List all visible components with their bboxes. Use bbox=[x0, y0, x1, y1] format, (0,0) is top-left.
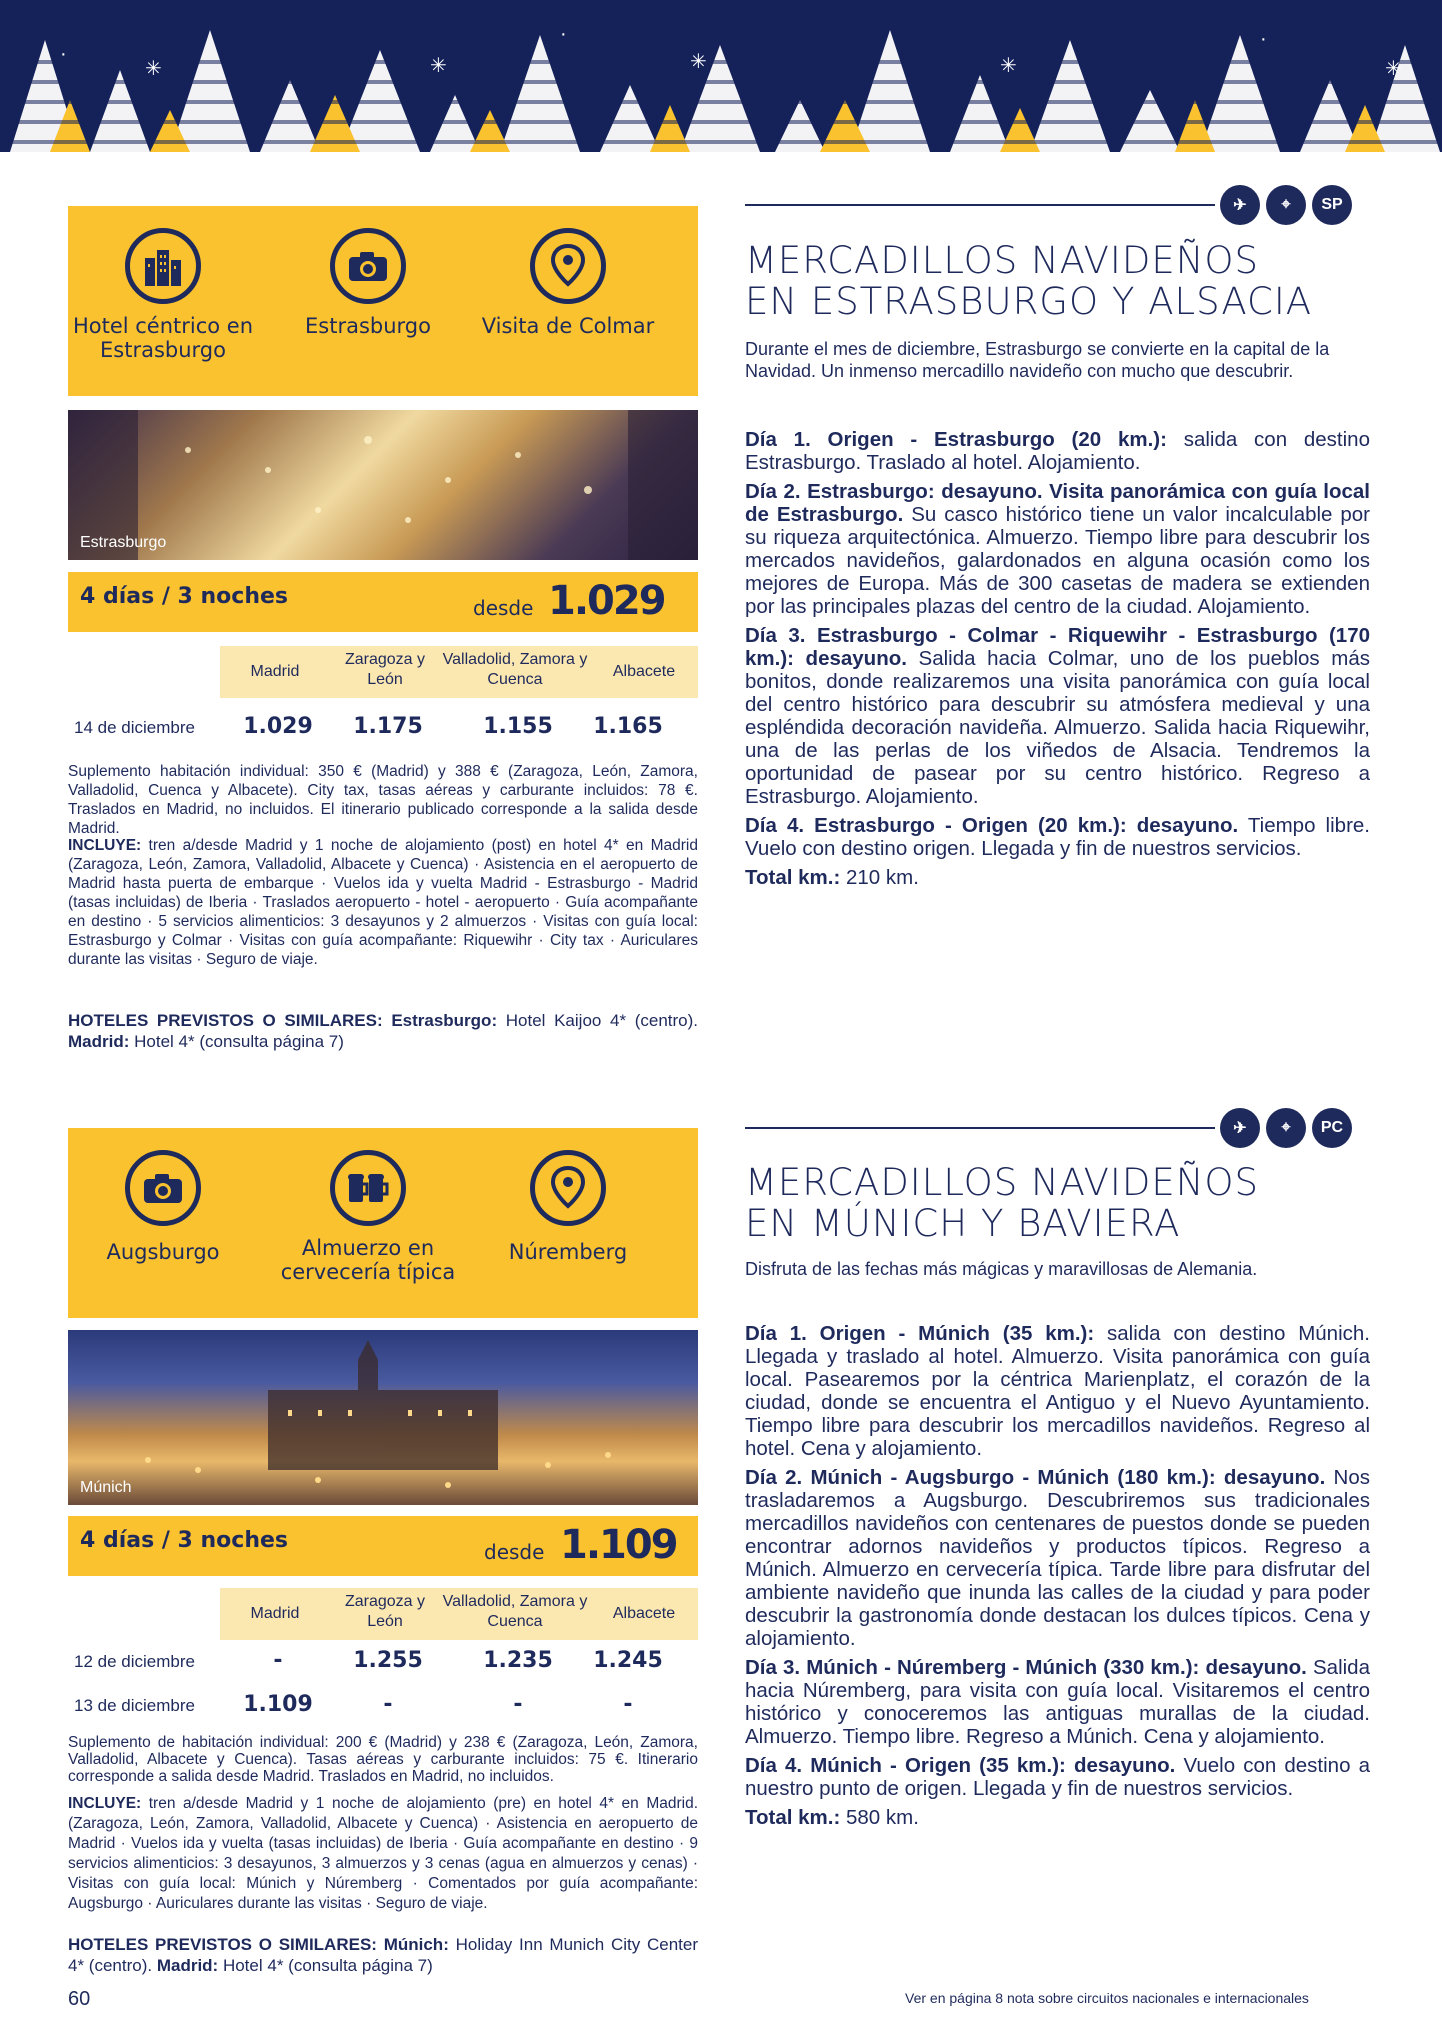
itinerary-day bbox=[745, 814, 1370, 860]
tour1-price-bar bbox=[68, 572, 698, 632]
day-text: Vuelo con destino a nuestro punto de origen. Llegada y fin de nuestros servicios. bbox=[745, 1754, 1370, 1800]
price-cell: 1.029 bbox=[243, 714, 313, 739]
tour2-badges bbox=[1220, 1108, 1352, 1148]
feature-label: Augsburgo bbox=[106, 1240, 220, 1264]
tour2-itinerary bbox=[745, 1322, 1370, 1835]
title-line: MERCADILLOS NAVIDEÑOS bbox=[745, 239, 1259, 282]
table-row bbox=[68, 1688, 633, 1722]
tour2-feature-brewery bbox=[273, 1150, 463, 1284]
hotel-city: Estrasburgo: bbox=[391, 1011, 498, 1030]
tour2-subtitle: Disfruta de las fechas más mágicas y maravillosas de Alemania. bbox=[745, 1259, 1258, 1279]
city-header: Albacete bbox=[612, 1605, 676, 1622]
desde-label: desde bbox=[473, 596, 534, 620]
svg-text:·: · bbox=[60, 43, 67, 65]
includes-text: tren a/desde Madrid y 1 noche de alojamiento (post) en hotel 4* en Madrid (Zaragoza, León, Zamora, Valladolid, Albacete y Cuenca) · Asistencia en el aeropuerto de Madrid hasta puerta de embarque · Vuelos ida y vuelta Madrid - Estrasburgo - Madrid (tasas incluidas) de Iberia · Traslados aeropuerto - hotel - aeropuerto · Guía acompañante en destino · 5 servicios alimenticios: 3 desayunos y 2 almuerzos · Visitas con guía local: Estrasburgo y Colmar · Visitas con guía acompañante: Riquewihr · City tax · Auriculares durante las visitas · Seguro de viaje. bbox=[68, 837, 698, 968]
map-pin-icon: ⌖ bbox=[1266, 1108, 1306, 1148]
location-pin-icon bbox=[530, 1150, 606, 1226]
svg-text:·: · bbox=[560, 23, 567, 45]
beer-icon bbox=[330, 1150, 406, 1226]
plane-icon: ✈ bbox=[1220, 1108, 1260, 1148]
price-cell: - bbox=[383, 1692, 393, 1717]
tour2-photo bbox=[68, 1330, 698, 1505]
tour1-badges bbox=[1220, 185, 1352, 225]
service-badge: PC bbox=[1312, 1108, 1352, 1148]
feature-label: Almuerzo en cervecería típica bbox=[280, 1236, 456, 1284]
hotel-city: Madrid: bbox=[68, 1032, 130, 1051]
includes-label: INCLUYE: bbox=[68, 837, 142, 854]
tour1-title bbox=[745, 240, 1405, 322]
day-text: salida con destino Múnich. Llegada y traslado al hotel. Almuerzo. Visita panorámica con guía local. Pasearemos por la céntrica Marienplatz, el corazón de la ciudad, donde se encuentra el Antiguo y el Nuevo Ayuntamiento. Tiempo libre para descubrir los mercadillos navideños. Regreso al hotel. Cena y alojamiento. bbox=[745, 1322, 1370, 1460]
city-header: Valladolid, Zamora y Cuenca bbox=[442, 651, 588, 688]
svg-text:✳: ✳ bbox=[690, 51, 707, 73]
svg-text:✳: ✳ bbox=[145, 58, 162, 80]
feature-label: Visita de Colmar bbox=[481, 314, 655, 338]
day-heading: Día 1. Origen - Múnich (35 km.): bbox=[745, 1322, 1095, 1345]
total-label: Total km.: bbox=[745, 1806, 841, 1829]
service-badge: SP bbox=[1312, 185, 1352, 225]
plane-icon: ✈ bbox=[1220, 185, 1260, 225]
price-cell: 1.245 bbox=[593, 1648, 663, 1673]
price-cell: - bbox=[623, 1692, 633, 1717]
tour2-feature-nuremberg bbox=[473, 1150, 663, 1264]
hotels-label: HOTELES PREVISTOS O SIMILARES: bbox=[68, 1011, 383, 1030]
day-heading: Día 4. Estrasburgo - Origen (20 km.): desayuno. bbox=[745, 814, 1239, 837]
day-heading: Día 2. Estrasburgo: desayuno. Visita panorámica con guía local de Estrasburgo. bbox=[745, 480, 1370, 526]
price-cell: 1.235 bbox=[483, 1648, 553, 1673]
tour1-includes bbox=[68, 836, 698, 969]
day-text: Su casco histórico tiene un valor incalculable por su riqueza arquitectónica. Almuerzo. Tiempo libre para descubrir los mercados navideños, galardonados en alguna ocasión como los mejores de Europa. Más de 300 casetas de madera se extienden por las principales plazas del centro de la ciudad. Alojamiento. bbox=[745, 503, 1370, 618]
city-header: Valladolid, Zamora y Cuenca bbox=[442, 1593, 588, 1630]
tour1-supplement: Suplemento habitación individual: 350 € (Madrid) y 388 € (Zaragoza, León, Zamora, Valladolid, Cuenca y Albacete). City tax, tasas aéreas y carburante incluidos: 78 €. Traslados en Madrid, no incluidos. El itinerario publicado corresponde a la salida desde Madrid. bbox=[68, 763, 698, 837]
day-heading: Día 3. Múnich - Núremberg - Múnich (330 km.): desayuno. bbox=[745, 1656, 1307, 1679]
includes-label: INCLUYE: bbox=[68, 1795, 142, 1812]
svg-text:✳: ✳ bbox=[430, 55, 447, 77]
photo-caption: Estrasburgo bbox=[80, 534, 167, 551]
price-cell: 1.255 bbox=[353, 1648, 423, 1673]
tour1-feature-colmar bbox=[473, 228, 663, 338]
total-label: Total km.: bbox=[745, 866, 841, 889]
tour2-feature-augsburgo bbox=[68, 1150, 258, 1264]
day-text: Nos trasladaremos a Augsburgo. Descubriremos sus tradicionales mercadillos navideños con centenares de puestos donde se pueden encontrar adornos navideños y productos típicos. Regreso a Múnich. Almuerzo en cervecería típica. Tarde libre para disfrutar del ambiente navideño que inunda las calles de la ciudad y para poder descubrir la gastronomía donde destacan los dulces típicos. Cena y alojamiento. bbox=[745, 1466, 1370, 1650]
christmas-trees-decoration bbox=[0, 0, 1442, 152]
includes-text: tren a/desde Madrid y 1 noche de alojamiento (pre) en hotel 4* en Madrid. (Zaragoza, León, Zamora, Valladolid, Albacete y Cuenca) · Asistencia en aeropuerto de Madrid · Vuelos ida y vuelta (tasas incluidas) de Iberia · Guía acompañante en destino · 9 servicios alimenticios: 3 desayunos, 3 almuerzos y 3 cenas (agua en almuerzos y cenas) · Visitas con guía local: Múnich y Núremberg · Comentados por guía acompañante: Augsburgo · Auriculares durante las visitas · Seguro de viaje. bbox=[68, 1795, 699, 1912]
tour1-feature-hotel bbox=[68, 228, 258, 362]
day-text: Tiempo libre. Vuelo con destino origen. Llegada y fin de nuestros servicios. bbox=[745, 814, 1370, 860]
total-km bbox=[745, 866, 1370, 889]
departure-date: 12 de diciembre bbox=[74, 1652, 195, 1671]
tour1-city-header bbox=[220, 646, 698, 698]
tour2-includes bbox=[68, 1794, 698, 1914]
photo-caption: Múnich bbox=[80, 1479, 132, 1496]
day-text: Salida hacia Núremberg, para visita con guía local. Visitaremos el centro histórico y conoceremos las antiguas murallas de la ciudad. Almuerzo. Tiempo libre. Regreso a Múnich. Cena y alojamiento. bbox=[745, 1656, 1370, 1748]
svg-text:✳: ✳ bbox=[1000, 55, 1017, 77]
svg-text:·: · bbox=[1260, 28, 1267, 50]
feature-label: Estrasburgo bbox=[305, 314, 431, 338]
total-value: 210 km. bbox=[846, 866, 919, 889]
map-pin-icon: ⌖ bbox=[1266, 185, 1306, 225]
day-heading: Día 4. Múnich - Origen (35 km.): desayuno. bbox=[745, 1754, 1176, 1777]
table-row bbox=[68, 1644, 663, 1678]
title-line: EN ESTRASBURGO Y ALSACIA bbox=[745, 280, 1313, 323]
total-value: 580 km. bbox=[846, 1806, 919, 1829]
camera-icon bbox=[125, 1150, 201, 1226]
tour1-hotels bbox=[68, 1010, 698, 1052]
hotel-icon bbox=[125, 228, 201, 304]
departure-date: 13 de diciembre bbox=[74, 1696, 195, 1715]
table-row bbox=[68, 710, 663, 744]
city-header: Zaragoza y León bbox=[344, 651, 426, 688]
tour2-supplement: Suplemento de habitación individual: 200 € (Madrid) y 238 € (Zaragoza, León, Zamora, Valladolid, Albacete y Cuenca). Tasas aéreas y carburante incluidos: 75 €. Itinerario corresponde a salida desde Madrid. Traslados en Madrid, no incluidos. bbox=[68, 1734, 698, 1785]
hotel-name: Holiday Inn Munich City Center 4* (centro). bbox=[68, 1935, 698, 1975]
hotel-city: Madrid: bbox=[156, 1956, 219, 1975]
city-header: Madrid bbox=[250, 1605, 300, 1622]
hotel-city: Múnich: bbox=[383, 1935, 449, 1954]
day-text: Salida hacia Colmar, uno de los pueblos más bonitos, donde realizaremos una visita panorámica con guía local del centro histórico para descubrir su atmósfera medieval y una espléndida decoración navideña. Almuerzo. Salida hacia Riquewihr, una de las perlas de los viñedos de Alsacia. Tendremos la oportunidad de pasear por su centro histórico. Regreso a Estrasburgo. Alojamiento. bbox=[745, 647, 1370, 808]
tour1-features-box bbox=[68, 206, 698, 396]
feature-label: Núremberg bbox=[508, 1240, 628, 1264]
city-header: Albacete bbox=[612, 663, 676, 680]
itinerary-day bbox=[745, 1322, 1370, 1460]
itinerary-day bbox=[745, 428, 1370, 474]
departure-date: 14 de diciembre bbox=[74, 718, 195, 737]
desde-label: desde bbox=[484, 1540, 545, 1564]
price-cell: 1.155 bbox=[483, 714, 553, 739]
page-number: 60 bbox=[68, 1988, 91, 2010]
price-cell: 1.175 bbox=[353, 714, 423, 739]
tour2-features-box bbox=[68, 1128, 698, 1318]
duration: 4 días / 3 noches bbox=[80, 1528, 289, 1553]
title-line: EN MÚNICH Y BAVIERA bbox=[745, 1202, 1181, 1245]
price-cell: 1.109 bbox=[243, 1692, 313, 1717]
itinerary-day bbox=[745, 480, 1370, 618]
price-from: 1.029 bbox=[548, 578, 665, 624]
itinerary-day bbox=[745, 624, 1370, 808]
tour1-feature-strasbourg bbox=[273, 228, 463, 338]
itinerary-day bbox=[745, 1656, 1370, 1748]
camera-icon bbox=[330, 228, 406, 304]
title-line: MERCADILLOS NAVIDEÑOS bbox=[745, 1161, 1259, 1204]
hotel-name: Hotel 4* (consulta página 7) bbox=[222, 1956, 433, 1975]
tour2-city-header bbox=[220, 1588, 698, 1640]
tour1-subtitle: Durante el mes de diciembre, Estrasburgo se convierte en la capital de la Navidad. Un inmenso mercadillo navideño con mucho que descubrir. bbox=[745, 339, 1330, 381]
price-cell: - bbox=[273, 1648, 283, 1673]
day-heading: Día 2. Múnich - Augsburgo - Múnich (180 km.): desayuno. bbox=[745, 1466, 1326, 1489]
duration: 4 días / 3 noches bbox=[80, 584, 289, 609]
city-header: Madrid bbox=[250, 663, 300, 680]
total-km bbox=[745, 1806, 1370, 1829]
feature-label: Hotel céntrico en Estrasburgo bbox=[72, 314, 254, 362]
city-header: Zaragoza y León bbox=[344, 1593, 426, 1630]
itinerary-day bbox=[745, 1754, 1370, 1800]
svg-text:✳: ✳ bbox=[1385, 58, 1402, 80]
tour2-title bbox=[745, 1162, 1405, 1244]
day-heading: Día 3. Estrasburgo - Colmar - Riquewihr - Estrasburgo (170 km.): desayuno. bbox=[745, 624, 1370, 670]
tour2-title-rule bbox=[745, 1127, 1215, 1129]
tour2-price-bar bbox=[68, 1516, 698, 1576]
tour1-itinerary bbox=[745, 428, 1370, 895]
hotel-name: Hotel Kaijoo 4* (centro). bbox=[505, 1011, 698, 1030]
day-heading: Día 1. Origen - Estrasburgo (20 km.): bbox=[745, 428, 1167, 451]
tour1-photo bbox=[68, 410, 698, 560]
price-cell: 1.165 bbox=[593, 714, 663, 739]
tour1-title-rule bbox=[745, 204, 1215, 206]
hotel-name: Hotel 4* (consulta página 7) bbox=[134, 1032, 344, 1051]
itinerary-day bbox=[745, 1466, 1370, 1650]
price-from: 1.109 bbox=[560, 1522, 677, 1568]
day-text: salida con destino Estrasburgo. Traslado al hotel. Alojamiento. bbox=[745, 428, 1370, 474]
footer-note: Ver en página 8 nota sobre circuitos nacionales e internacionales bbox=[905, 1990, 1309, 2006]
christmas-banner bbox=[0, 0, 1442, 152]
tour2-hotels bbox=[68, 1934, 698, 1976]
price-cell: - bbox=[513, 1692, 523, 1717]
location-pin-icon bbox=[530, 228, 606, 304]
hotels-label: HOTELES PREVISTOS O SIMILARES: bbox=[68, 1935, 377, 1954]
